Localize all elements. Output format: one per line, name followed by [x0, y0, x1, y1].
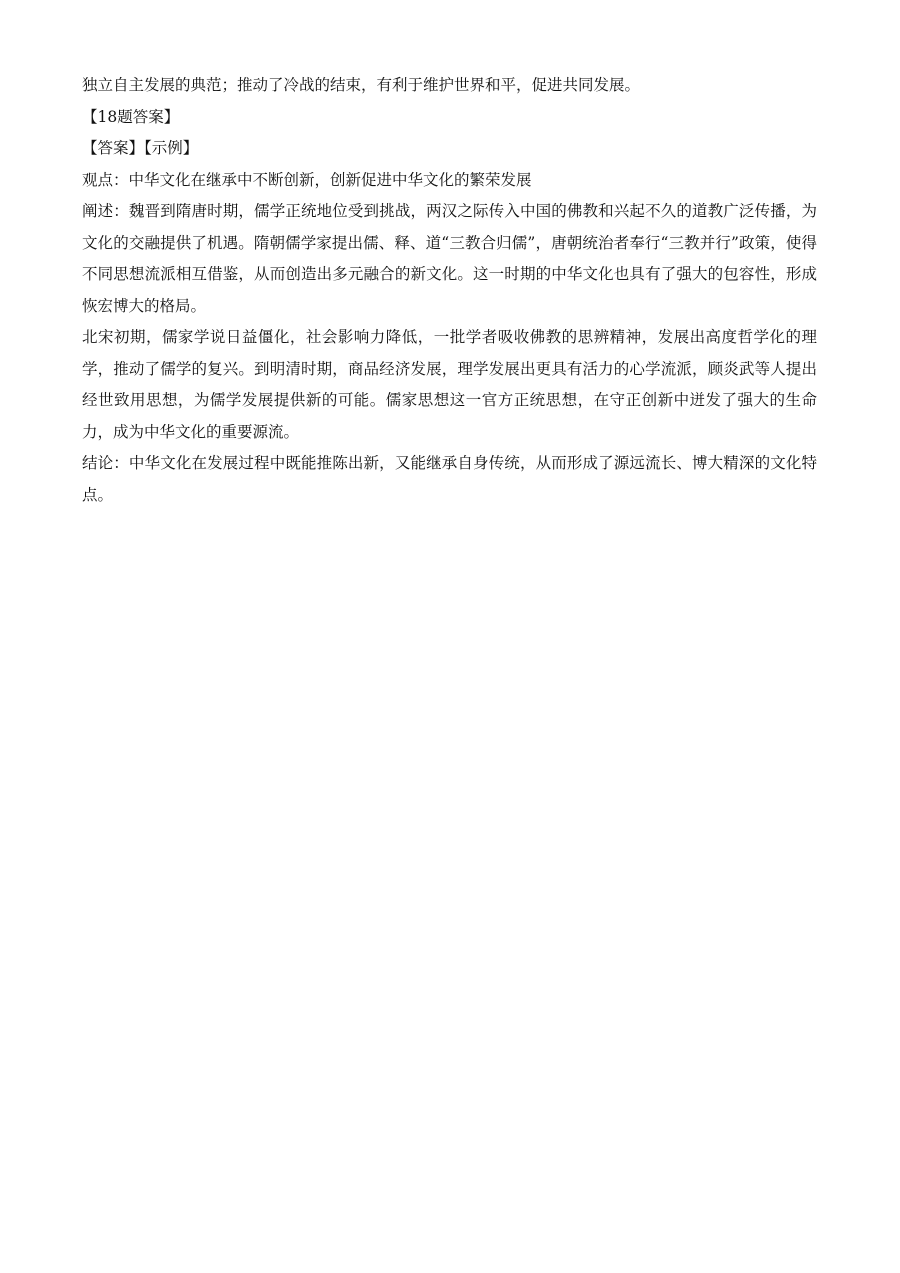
answer-text-block — [82, 70, 817, 511]
elaboration-paragraph: 阐述：魏晋到隋唐时期，儒学正统地位受到挑战，两汉之际传入中国的佛教和兴起不久的道教广泛传播，为文化的交融提供了机遇。隋朝儒学家提出儒、释、道“三教合归儒”，唐朝统治者奉行“三教并行”政策，使得不同思想流派相互借鉴，从而创造出多元融合的新文化。这一时期的中华文化也具有了强大的包容性，形成恢宏博大的格局。 — [82, 202, 817, 315]
viewpoint-paragraph: 观点：中华文化在继承中不断创新，创新促进中华文化的繁荣发展 — [82, 170, 532, 189]
conclusion-paragraph: 结论：中华文化在发展过程中既能推陈出新，又能继承自身传统，从而形成了源远流长、博大精深的文化特点。 — [82, 454, 817, 504]
northern-song-paragraph: 北宋初期，儒家学说日益僵化，社会影响力降低，一批学者吸收佛教的思辨精神，发展出高度哲学化的理学，推动了儒学的复兴。到明清时期，商品经济发展，理学发展出更具有活力的心学流派，顾炎武等人提出经世致用思想，为儒学发展提供新的可能。儒家思想这一官方正统思想，在守正创新中迸发了强大的生命力，成为中华文化的重要源流。 — [82, 328, 817, 441]
question-18-answer-heading: 【18题答案】 — [82, 107, 180, 126]
answer-example-label: 【答案】【示例】 — [82, 139, 199, 157]
previous-answer-continuation: 独立自主发展的典范；推动了冷战的结束，有利于维护世界和平，促进共同发展。 — [82, 76, 641, 94]
